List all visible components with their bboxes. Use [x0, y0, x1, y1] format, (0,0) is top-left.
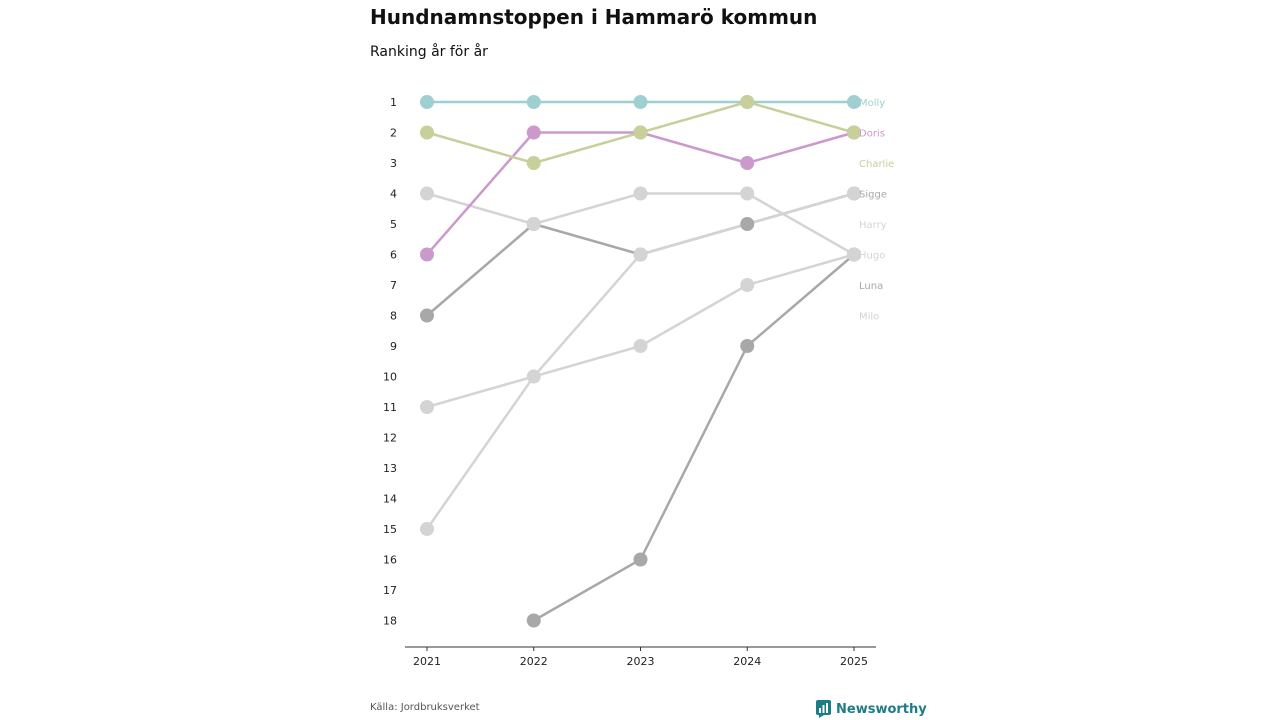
- y-tick-label: 17: [383, 584, 397, 597]
- series-line-luna: [534, 255, 854, 621]
- chart-title: Hundnamnstoppen i Hammarö kommun: [370, 5, 818, 29]
- brand-logo: [816, 700, 927, 718]
- series-label-sigge: Sigge: [859, 189, 887, 201]
- data-point-molly: [634, 95, 648, 109]
- newsworthy-logo-icon: [816, 700, 831, 718]
- data-point-charlie: [740, 95, 754, 109]
- y-tick-label: 9: [390, 340, 397, 353]
- x-tick-label: 2025: [840, 655, 868, 668]
- y-tick-label: 6: [390, 248, 397, 262]
- source-note: Källa: Jordbruksverket: [370, 702, 480, 713]
- data-point-hugo: [527, 370, 541, 384]
- y-tick-label: 2: [390, 126, 397, 140]
- data-point-doris: [420, 248, 434, 262]
- series-label-charlie: Charlie: [859, 159, 895, 170]
- data-point-hugo: [634, 248, 648, 262]
- y-tick-label: 18: [383, 614, 397, 628]
- y-tick-label: 16: [383, 553, 397, 567]
- series-line-milo: [427, 255, 854, 408]
- y-tick-label: 10: [383, 370, 397, 384]
- data-point-milo: [740, 278, 754, 292]
- series-label-luna: Luna: [859, 281, 884, 292]
- y-tick-label: 3: [390, 157, 397, 170]
- y-tick-label: 8: [390, 309, 397, 323]
- data-point-charlie: [634, 126, 648, 140]
- data-point-luna: [740, 339, 754, 353]
- chart-subtitle: Ranking år för år: [370, 44, 488, 60]
- y-tick-label: 14: [383, 492, 397, 506]
- series-label-hugo: Hugo: [859, 250, 886, 262]
- data-point-luna: [634, 553, 648, 567]
- data-point-hugo: [420, 522, 434, 536]
- y-tick-label: 13: [383, 462, 397, 475]
- series-line-harry: [427, 194, 854, 255]
- data-point-doris: [527, 126, 541, 140]
- x-tick-label: 2021: [413, 655, 441, 668]
- data-point-molly: [527, 95, 541, 109]
- y-tick-label: 4: [390, 187, 397, 201]
- y-tick-label: 12: [383, 431, 397, 445]
- data-point-doris: [740, 156, 754, 170]
- data-point-charlie: [420, 126, 434, 140]
- x-tick-label: 2022: [519, 655, 548, 668]
- data-point-charlie: [527, 156, 541, 170]
- series-label-doris: Doris: [859, 128, 885, 140]
- data-point-harry: [420, 187, 434, 201]
- x-tick-label: 2024: [733, 655, 762, 668]
- data-point-sigge: [740, 217, 754, 231]
- data-point-milo: [634, 339, 648, 353]
- y-tick-label: 15: [383, 523, 397, 536]
- data-point-harry: [527, 217, 541, 231]
- data-point-molly: [420, 95, 434, 109]
- y-tick-label: 11: [383, 401, 397, 414]
- y-tick-label: 1: [390, 96, 397, 109]
- brand-name: Newsworthy: [836, 701, 927, 717]
- data-point-sigge: [420, 309, 434, 323]
- series-label-milo: Milo: [859, 311, 880, 323]
- x-tick-label: 2023: [626, 655, 655, 668]
- series-label-molly: Molly: [859, 98, 886, 109]
- data-point-milo: [420, 400, 434, 414]
- data-point-luna: [527, 614, 541, 628]
- data-point-harry: [634, 187, 648, 201]
- y-tick-label: 5: [390, 218, 397, 231]
- y-tick-label: 7: [390, 279, 397, 292]
- data-point-harry: [740, 187, 754, 201]
- series-line-hugo: [427, 194, 854, 530]
- series-label-harry: Harry: [859, 220, 887, 231]
